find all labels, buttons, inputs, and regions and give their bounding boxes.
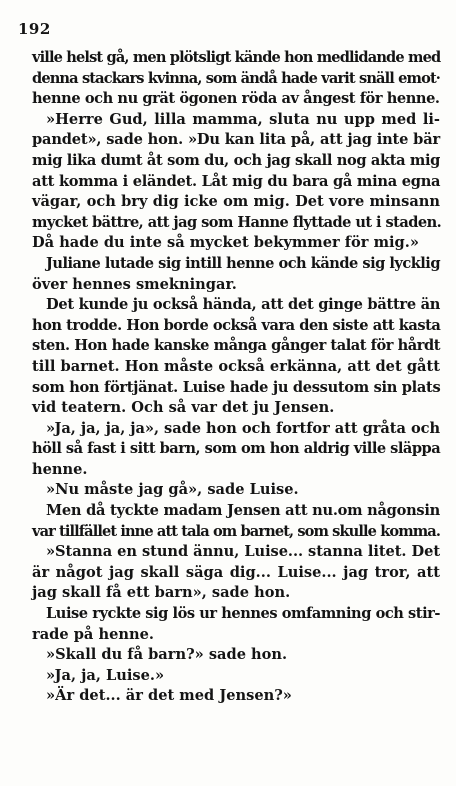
text-line: Det kunde ju också hända, att det ginge bättre än	[46, 296, 441, 314]
text-line: »Herre Gud, lilla mamma, sluta nu upp med li-	[46, 110, 440, 128]
text-line: Då hade du inte så mycket bekymmer för mig.»	[32, 234, 419, 252]
text-line: hon trodde. Hon borde också vara den siste att kasta	[32, 316, 441, 334]
text-line: var tillfället inne att tala om barnet, som skulle komma.	[32, 522, 440, 540]
text-line: pandet», sade hon. »Du kan lita på, att jag inte bär	[32, 131, 440, 149]
text-line: sten. Hon hade kanske många gånger talat för hårdt	[32, 337, 441, 355]
text-line: »Ja, ja, ja, ja», sade hon och fortfor att gråta och	[46, 419, 440, 437]
text-line: »Skall du få barn?» sade hon.	[46, 646, 288, 664]
text-line: henne.	[32, 460, 88, 478]
text-line: Luise ryckte sig lös ur hennes omfamning och stir-	[46, 605, 440, 623]
body-text	[32, 48, 440, 707]
text-line: vid teatern. Och så var det ju Jensen.	[32, 399, 335, 417]
text-line: över hennes smekningar.	[32, 275, 237, 293]
text-line: »Är det... är det med Jensen?»	[46, 687, 292, 705]
text-line: denna stackars kvinna, som ändå hade varit snäll emot·	[32, 69, 440, 87]
text-line: »Ja, ja, Luise.»	[46, 666, 165, 684]
text-line: vägar, och bry dig icke om mig. Det vore minsann	[32, 193, 440, 211]
text-line: Men då tyckte madam Jensen att nu.om någonsin	[46, 502, 440, 520]
text-line: mig lika dumt åt som du, och jag skall nog akta mig	[32, 151, 440, 169]
text-line: mycket bättre, att jag som Hanne flyttade ut i staden.	[32, 213, 442, 231]
text-line: är något jag skall säga dig... Luise... jag tror, att	[32, 563, 440, 581]
text-line: som hon förtjänat. Luise hade ju dessutom sin plats	[32, 378, 441, 396]
text-line: rade på henne.	[32, 625, 154, 643]
text-line: »Stanna en stund ännu, Luise... stanna litet. Det	[46, 543, 440, 561]
text-line: ville helst gå, men plötsligt kände hon medlidande med	[32, 49, 441, 66]
text-line: Juliane lutade sig intill henne och kände sig lycklig	[46, 254, 440, 272]
text-line: henne och nu grät ögonen röda av ångest för henne.	[32, 90, 440, 108]
text-line: jag skall få ett barn», sade hon.	[32, 584, 291, 602]
text-line: till barnet. Hon måste också erkänna, att det gått	[32, 357, 440, 375]
text-line: höll så fast i sitt barn, som om hon aldrig ville släppa	[32, 440, 441, 458]
page-number: 192	[18, 20, 51, 38]
text-line: »Nu måste jag gå», sade Luise.	[46, 481, 299, 499]
text-line: att komma i eländet. Låt mig du bara gå mina egna	[32, 172, 441, 190]
